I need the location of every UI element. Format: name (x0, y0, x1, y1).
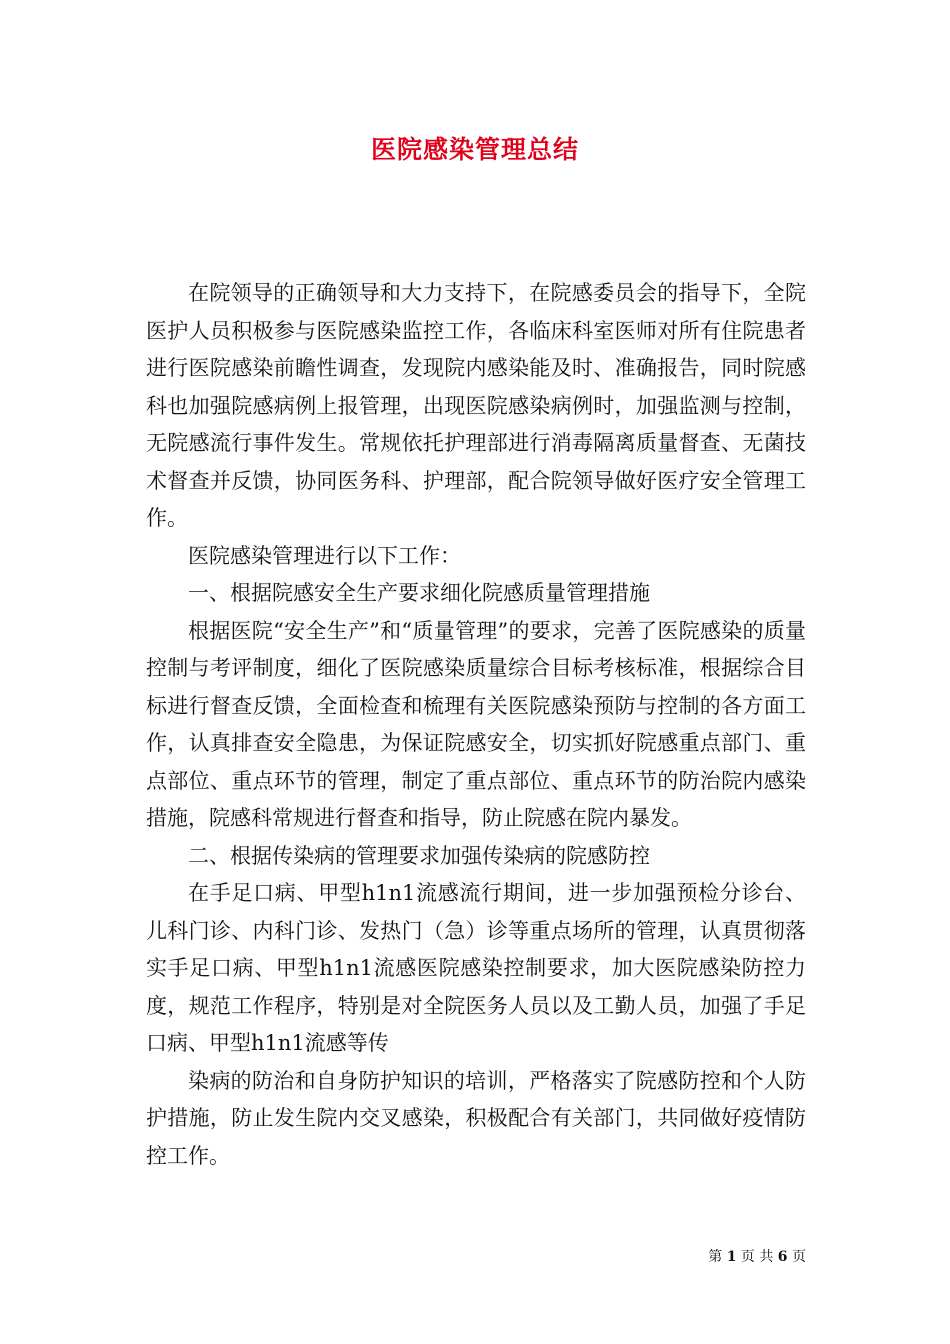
paragraph-section-2-part-2: 染病的防治和自身防护知识的培训，严格落实了院感防控和个人防护措施，防止发生院内交叉感染，积极配合有关部门，共同做好疫情防控工作。 (146, 1068, 806, 1168)
paragraph-work-list-intro: 医院感染管理进行以下工作： (188, 543, 461, 568)
footer-page-prefix: 第 (708, 1249, 723, 1265)
section-heading-2: 二、根据传染病的管理要求加强传染病的院感防控 (188, 843, 650, 868)
paragraph-intro: 在院领导的正确领导和大力支持下，在院感委员会的指导下，全院医护人员积极参与医院感染监控工作，各临床科室医师对所有住院患者进行医院感染前瞻性调查，发现院内感染能及时、准确报告，同时院感科也加强院感病例上报管理，出现医院感染病例时，加强监测与控制，无院感流行事件发生。常规依托护理部进行消毒隔离质量督查、无菌技术督查并反馈，协同医务科、护理部，配合院领导做好医疗安全管理工作。 (146, 281, 806, 530)
footer-page-suffix: 页 (792, 1249, 806, 1265)
section-heading-1: 一、根据院感安全生产要求细化院感质量管理措施 (188, 581, 650, 605)
page-number-footer (700, 1247, 806, 1267)
document-body (146, 275, 806, 1175)
document-title: 医院感染管理总结 (370, 135, 579, 164)
footer-total-pages: 6 (777, 1249, 788, 1265)
paragraph-section-1: 根据医院“安全生产”和“质量管理”的要求，完善了医院感染的质量控制与考评制度，细化了医院感染质量综合目标考核标准，根据综合目标进行督查反馈，全面检查和梳理有关医院感染预防与控制的各方面工作，认真排查安全隐患，为保证院感安全，切实抓好院感重点部门、重点部位、重点环节的管理，制定了重点部位、重点环节的防治院内感染措施，院感科常规进行督查和指导，防止院感在院内暴发。 (146, 618, 806, 830)
footer-current-page: 1 (726, 1249, 737, 1265)
footer-page-middle: 页 共 (740, 1249, 774, 1265)
paragraph-section-2-part-1: 在手足口病、甲型h1n1流感流行期间，进一步加强预检分诊台、儿科门诊、内科门诊、发热门（急）诊等重点场所的管理，认真贯彻落实手足口病、甲型h1n1流感医院感染控制要求，加大医院感染防控力度，规范工作程序，特别是对全院医务人员以及工勤人员，加强了手足口病、甲型h1n1流感等传 (146, 881, 806, 1055)
